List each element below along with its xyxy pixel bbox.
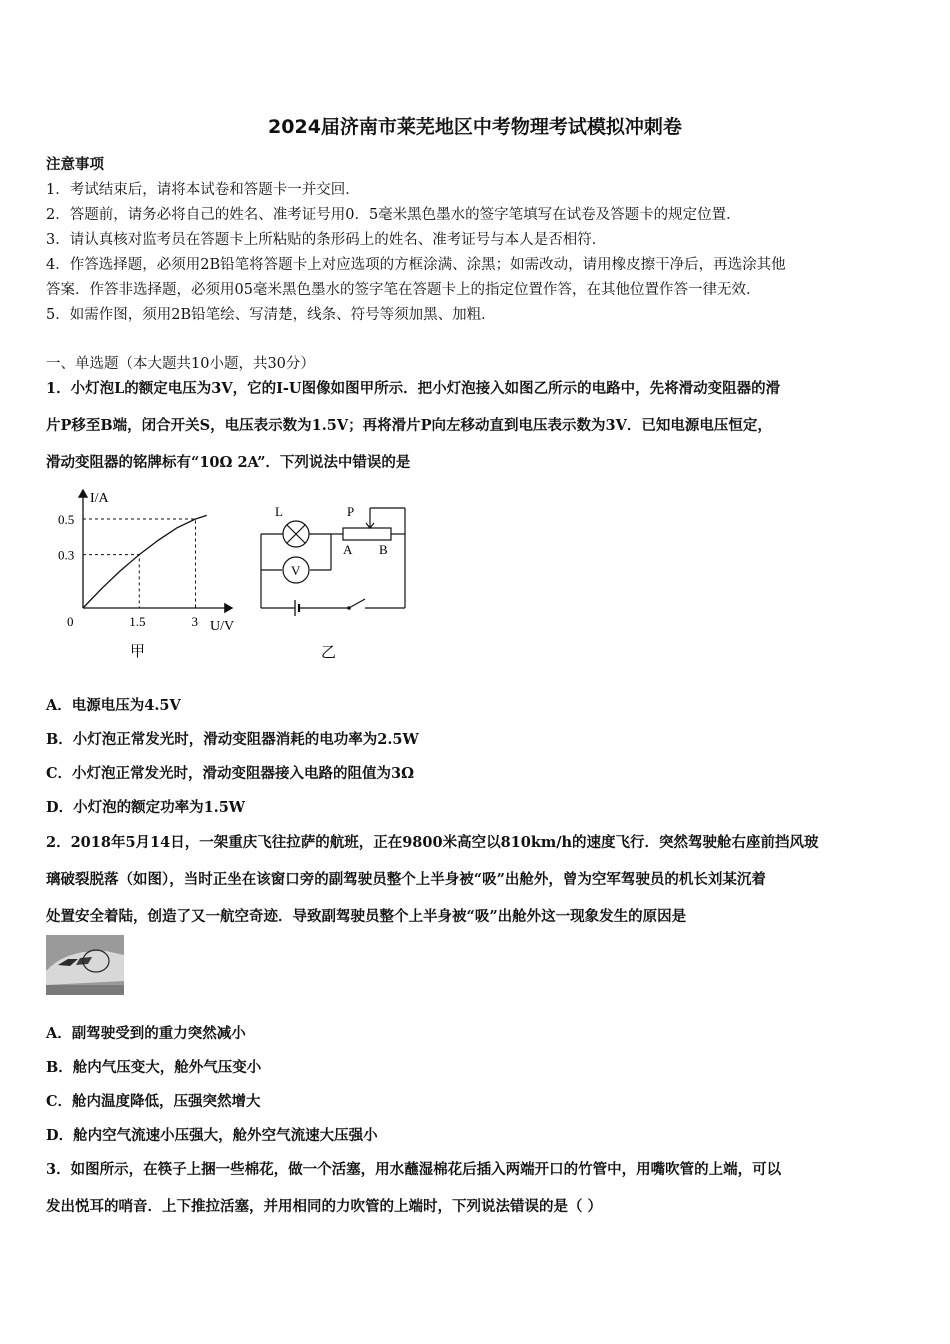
q2-stem-line: 2．2018年5月14日，一架重庆飞往拉萨的航班，正在9800米高空以810km/h的速度飞行．突然驾驶舱右座前挡风玻 [46,834,819,851]
notice-item: 4．作答选择题，必须用2B铅笔将答题卡上对应选项的方框涂满、涂黑；如需改动，请用橡皮擦干净后，再选涂其他 [46,257,786,273]
circuit-caption: 乙 [321,645,337,661]
y-axis-label: I/A [90,491,109,506]
q3-stem-line: 3．如图所示，在筷子上捆一些棉花，做一个活塞，用水蘸湿棉花后插入两端开口的竹管中，用嘴吹管的上端，可以 [46,1161,782,1178]
q3-stem-line: 发出悦耳的哨音．上下推拉活塞，并用相同的力吹管的上端时，下列说法错误的是（ ） [46,1198,603,1215]
iu-curve-series [83,515,207,608]
x-tick-label: 3 [191,614,198,629]
q1-stem-line: 片P移至B端，闭合开关S，电压表示数为1.5V；再将滑片P向左移动直到电压表示数为3V．已知电源电压恒定， [46,417,772,434]
aircraft-photo [46,935,124,995]
q2-option-b: B．舱内气压变大，舱外气压变小 [46,1059,262,1076]
q2-option-d: D．舱内空气流速小压强大，舱外空气流速大压强小 [46,1127,378,1144]
iu-graph [50,482,250,667]
q1-option-b: B．小灯泡正常发光时，滑动变阻器消耗的电功率为2.5W [46,731,419,748]
q1-option-c: C．小灯泡正常发光时，滑动变阻器接入电路的阻值为3Ω [46,765,415,782]
y-tick-label: 0.5 [58,512,75,527]
notice-heading: 注意事项 [46,156,104,173]
lamp-symbol [283,521,309,547]
q2-stem-line: 处置安全着陆，创造了又一航空奇迹．导致副驾驶员整个上半身被“吸”出舱外这一现象发生的原因是 [46,908,687,925]
battery-symbol [295,600,299,616]
q2-option-a: A．副驾驶受到的重力突然减小 [46,1025,246,1042]
y-tick-label: 0.3 [58,547,75,563]
notice-item: 1．考试结束后，请将本试卷和答题卡一并交回． [46,182,360,198]
x-tick-label: 1.5 [129,614,146,629]
q1-option-a: A．电源电压为4.5V [46,697,181,714]
notice-item: 5．如需作图，须用2B铅笔绘、写清楚，线条、符号等须加黑、加粗． [46,307,496,323]
rheostat-symbol [343,528,391,540]
notice-item: 答案．作答非选择题，必须用05毫米黑色墨水的签字笔在答题卡上的指定位置作答，在其他位置作答一律无效． [46,282,761,298]
page-title: 2024届济南市莱芜地区中考物理考试模拟冲刺卷 [268,116,682,138]
graph-caption: 甲 [130,644,146,660]
circuit-diagram [255,498,415,668]
voltmeter-symbol [283,557,309,583]
voltmeter-label: V [291,563,301,578]
terminal-a-label: A [343,542,353,557]
section-heading: 一、单选题（本大题共10小题，共30分） [46,356,315,372]
q2-option-c: C．舱内温度降低，压强突然增大 [46,1093,261,1110]
q2-stem-line: 璃破裂脱落（如图），当时正坐在该窗口旁的副驾驶员整个上半身被“吸”出舱外，曾为空军驾驶员的机长刘某沉着 [46,871,766,888]
notice-item: 3．请认真核对监考员在答题卡上所粘贴的条形码上的姓名、准考证号与本人是否相符． [46,232,607,248]
q1-stem-line: 1．小灯泡L的额定电压为3V，它的I-U图像如图甲所示．把小灯泡接入如图乙所示的电路中，先将滑动变阻器的滑 [46,380,781,397]
q1-option-d: D．小灯泡的额定功率为1.5W [46,799,246,816]
q1-stem-line: 滑动变阻器的铭牌标有“10Ω 2A”．下列说法中错误的是 [46,454,411,471]
x-axis-label: U/V [210,619,235,634]
slider-arrow [366,520,374,528]
notice-item: 2．答题前，请务必将自己的姓名、准考证号用0．5毫米黑色墨水的签字笔填写在试卷及答题卡的规定位置． [46,207,741,223]
terminal-b-label: B [379,542,388,557]
origin-label: 0 [67,614,74,629]
switch-symbol [347,599,365,610]
lamp-label: L [275,504,283,519]
slider-label: P [347,504,355,519]
